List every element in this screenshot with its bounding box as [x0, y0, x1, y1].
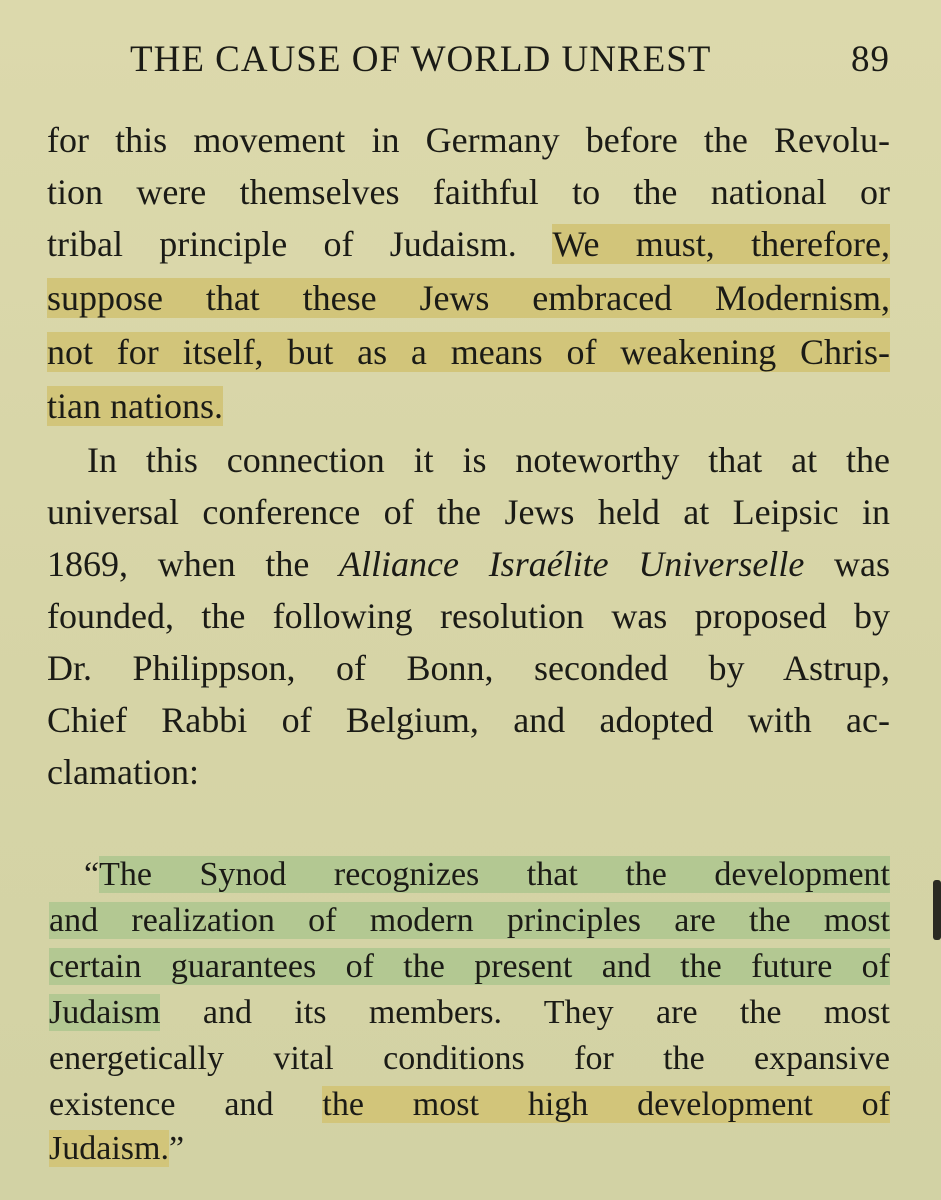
- highlight-yellow: suppose that these Jews embraced Modernism,: [47, 278, 890, 318]
- highlight-yellow: tian nations.: [47, 386, 223, 426]
- quote-line4: [49, 990, 890, 1035]
- running-header: [130, 38, 890, 88]
- quote-line7: [49, 1126, 890, 1171]
- paragraph1-line5: [47, 326, 890, 378]
- quote-line2: [49, 898, 890, 943]
- paragraph2-line6: Chief Rabbi of Belgium, and adopted with ac-: [47, 700, 890, 740]
- paragraph1-line3-text: tribal principle of Judaism.: [47, 224, 553, 264]
- open-quote: “: [84, 856, 100, 893]
- highlight-yellow: not for itself, but as a means of weakening Chris-: [47, 332, 890, 372]
- highlight-green: and realization of modern principles are the most: [49, 902, 890, 939]
- quote-line5: energetically vital conditions for the expansive: [49, 1040, 890, 1077]
- paragraph2-line5: Dr. Philippson, of Bonn, seconded by Astrup,: [47, 648, 890, 688]
- highlight-yellow: We must, therefore,: [552, 224, 890, 264]
- alliance-name-italic: Alliance Israélite Universelle: [339, 544, 805, 584]
- highlight-yellow: the most high development of: [322, 1086, 890, 1123]
- highlight-yellow: Judaism.: [49, 1130, 169, 1167]
- quote-line6: [49, 1082, 890, 1127]
- running-title: THE CAUSE OF WORLD UNREST: [130, 39, 712, 80]
- paragraph2-line7: clamation:: [47, 752, 199, 792]
- page-edge-smudge: [933, 880, 941, 940]
- paragraph2-line4: founded, the following resolution was proposed by: [47, 596, 890, 636]
- close-quote: ”: [168, 1130, 185, 1167]
- quote-line6-text: existence and: [49, 1086, 323, 1123]
- page-number: 89: [851, 39, 890, 80]
- highlight-green: certain guarantees of the present and the future of: [49, 948, 890, 985]
- highlight-green: The Synod recognizes that the development: [99, 856, 890, 893]
- paragraph2-line1: In this connection it is noteworthy that at the: [87, 440, 890, 480]
- paragraph2-line3: [47, 538, 890, 590]
- paragraph2-line2: universal conference of the Jews held at Leipsic in: [47, 492, 890, 532]
- paragraph2-line3-post: was: [804, 544, 890, 584]
- paragraph1-line6: [47, 380, 890, 432]
- paragraph1-line1: for this movement in Germany before the Revolu-: [47, 120, 890, 160]
- quote-line3: [49, 944, 890, 989]
- quote-line1: [84, 852, 890, 897]
- paragraph2-line3-pre: 1869, when the: [47, 544, 340, 584]
- quote-line4-text: and its members. They are the most: [160, 994, 890, 1031]
- paragraph1-line2: tion were themselves faithful to the national or: [47, 172, 890, 212]
- highlight-green: Judaism: [49, 994, 161, 1031]
- paragraph1-line4: [47, 272, 890, 324]
- paragraph1-line3: [47, 218, 890, 270]
